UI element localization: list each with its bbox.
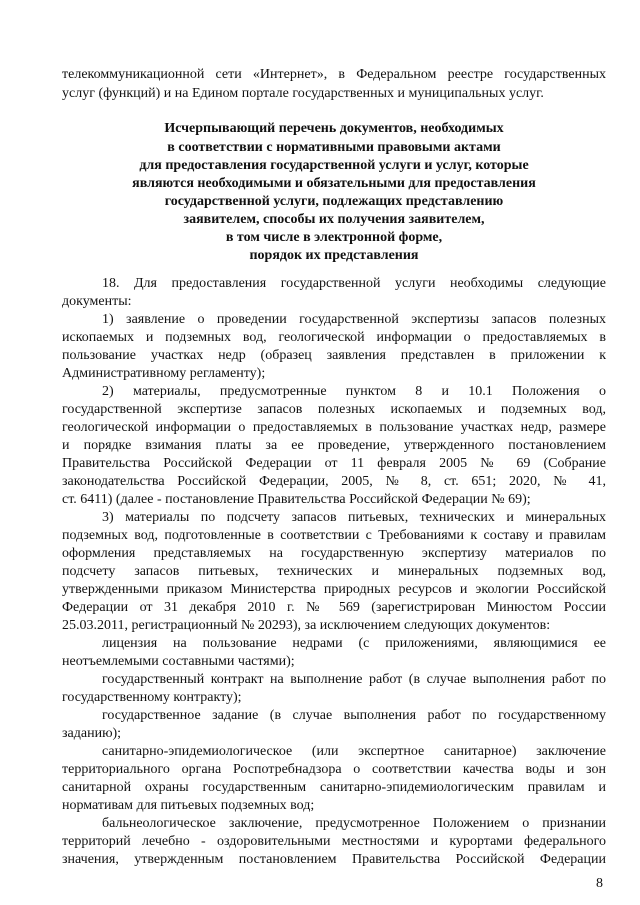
body-line: государственный контракт на выполнение работ (в случае выполнения работ по <box>102 672 606 687</box>
body-line: 25.03.2011, регистрационный № 20293), за исключением следующих документов: <box>62 618 551 633</box>
body-line: ископаемых и подземных вод, геологической информации о предоставляемых в <box>62 330 606 345</box>
body-line: государственной экспертизе запасов полезных ископаемых и подземных вод, <box>62 402 606 417</box>
heading-line: порядок их представления <box>249 248 419 263</box>
body-line: заданию); <box>62 726 122 741</box>
body-line: подсчету запасов питьевых, технических и минеральных подземных вод, <box>62 564 606 579</box>
body-line: 1) заявление о проведении государственной экспертизы запасов полезных <box>102 312 606 327</box>
page-number: 8 <box>596 876 603 891</box>
body-line: Правительства Российской Федерации от 11 февраля 2005 № 69 (Собрание <box>62 456 606 471</box>
heading-line: в соответствии с нормативными правовыми актами <box>167 140 501 155</box>
body-line: лицензия на пользование недрами (с приложениями, являющимися ее <box>102 636 606 651</box>
body-line: значения, утвержденным постановлением Правительства Российской Федерации <box>62 852 606 867</box>
body-line: ст. 6411) (далее - постановление Правительства Российской Федерации № 69); <box>62 492 531 507</box>
heading-line: являются необходимыми и обязательными для предоставления <box>132 176 536 191</box>
body-line: Федерации от 31 декабря 2010 г. № 569 (зарегистрирован Минюстом России <box>62 600 606 615</box>
heading-line: Исчерпывающий перечень документов, необходимых <box>164 121 504 136</box>
body-line: санитарно-эпидемиологическое (или экспертное санитарное) заключение <box>102 744 606 759</box>
heading-line: для предоставления государственной услуги и услуг, которые <box>139 158 529 173</box>
body-line: бальнеологическое заключение, предусмотренное Положением о признании <box>102 816 606 831</box>
body-line: нормативам для питьевых подземных вод; <box>62 798 315 813</box>
intro-line: телекоммуникационной сети «Интернет», в Федеральном реестре государственных <box>62 67 606 82</box>
body-line: государственному контракту); <box>62 690 242 705</box>
body-line: подземных вод, подготовленные в соответствии с Требованиями к составу и правилам <box>62 528 606 543</box>
body-line: геологической информации о предоставляемых в пользование участках недр, размере <box>62 420 606 435</box>
body-line: 18. Для предоставления государственной услуги необходимы следующие <box>102 276 606 291</box>
body-line: документы: <box>62 294 132 309</box>
body-line: законодательства Российской Федерации, 2005, № 8, ст. 651; 2020, № 41, <box>62 474 606 489</box>
intro-line: услуг (функций) и на Едином портале государственных и муниципальных услуг. <box>62 86 544 101</box>
body-line: территориального органа Роспотребнадзора о соответствии качества воды и зон <box>62 762 606 777</box>
heading-line: в том числе в электронной форме, <box>225 230 443 245</box>
body-line: оформления представляемых на государственную экспертизу материалов по <box>62 546 606 561</box>
body-line: утвержденными приказом Министерства природных ресурсов и экологии Российской <box>62 582 606 597</box>
body-line: Административному регламенту); <box>62 366 266 381</box>
body-line: неотъемлемыми составными частями); <box>62 654 295 669</box>
body-line: 2) материалы, предусмотренные пунктом 8 и 10.1 Положения о <box>102 384 606 399</box>
body-line: пользование участках недр (образец заявления представлен в приложении к <box>62 348 606 363</box>
heading-line: заявителем, способы их получения заявителем, <box>183 212 485 227</box>
body-line: 3) материалы по подсчету запасов питьевых, технических и минеральных <box>102 510 606 525</box>
body-line: территорий лечебно - оздоровительными местностями и курортами федерального <box>62 834 606 849</box>
body-line: санитарной охраны государственным санитарно-эпидемиологическим правилам и <box>62 780 606 795</box>
heading-line: государственной услуги, подлежащих представлению <box>164 194 504 209</box>
body-line: государственное задание (в случае выполнения работ по государственному <box>102 708 606 723</box>
body-line: и порядке взимания платы за ее проведение, утвержденного постановлением <box>62 438 606 453</box>
